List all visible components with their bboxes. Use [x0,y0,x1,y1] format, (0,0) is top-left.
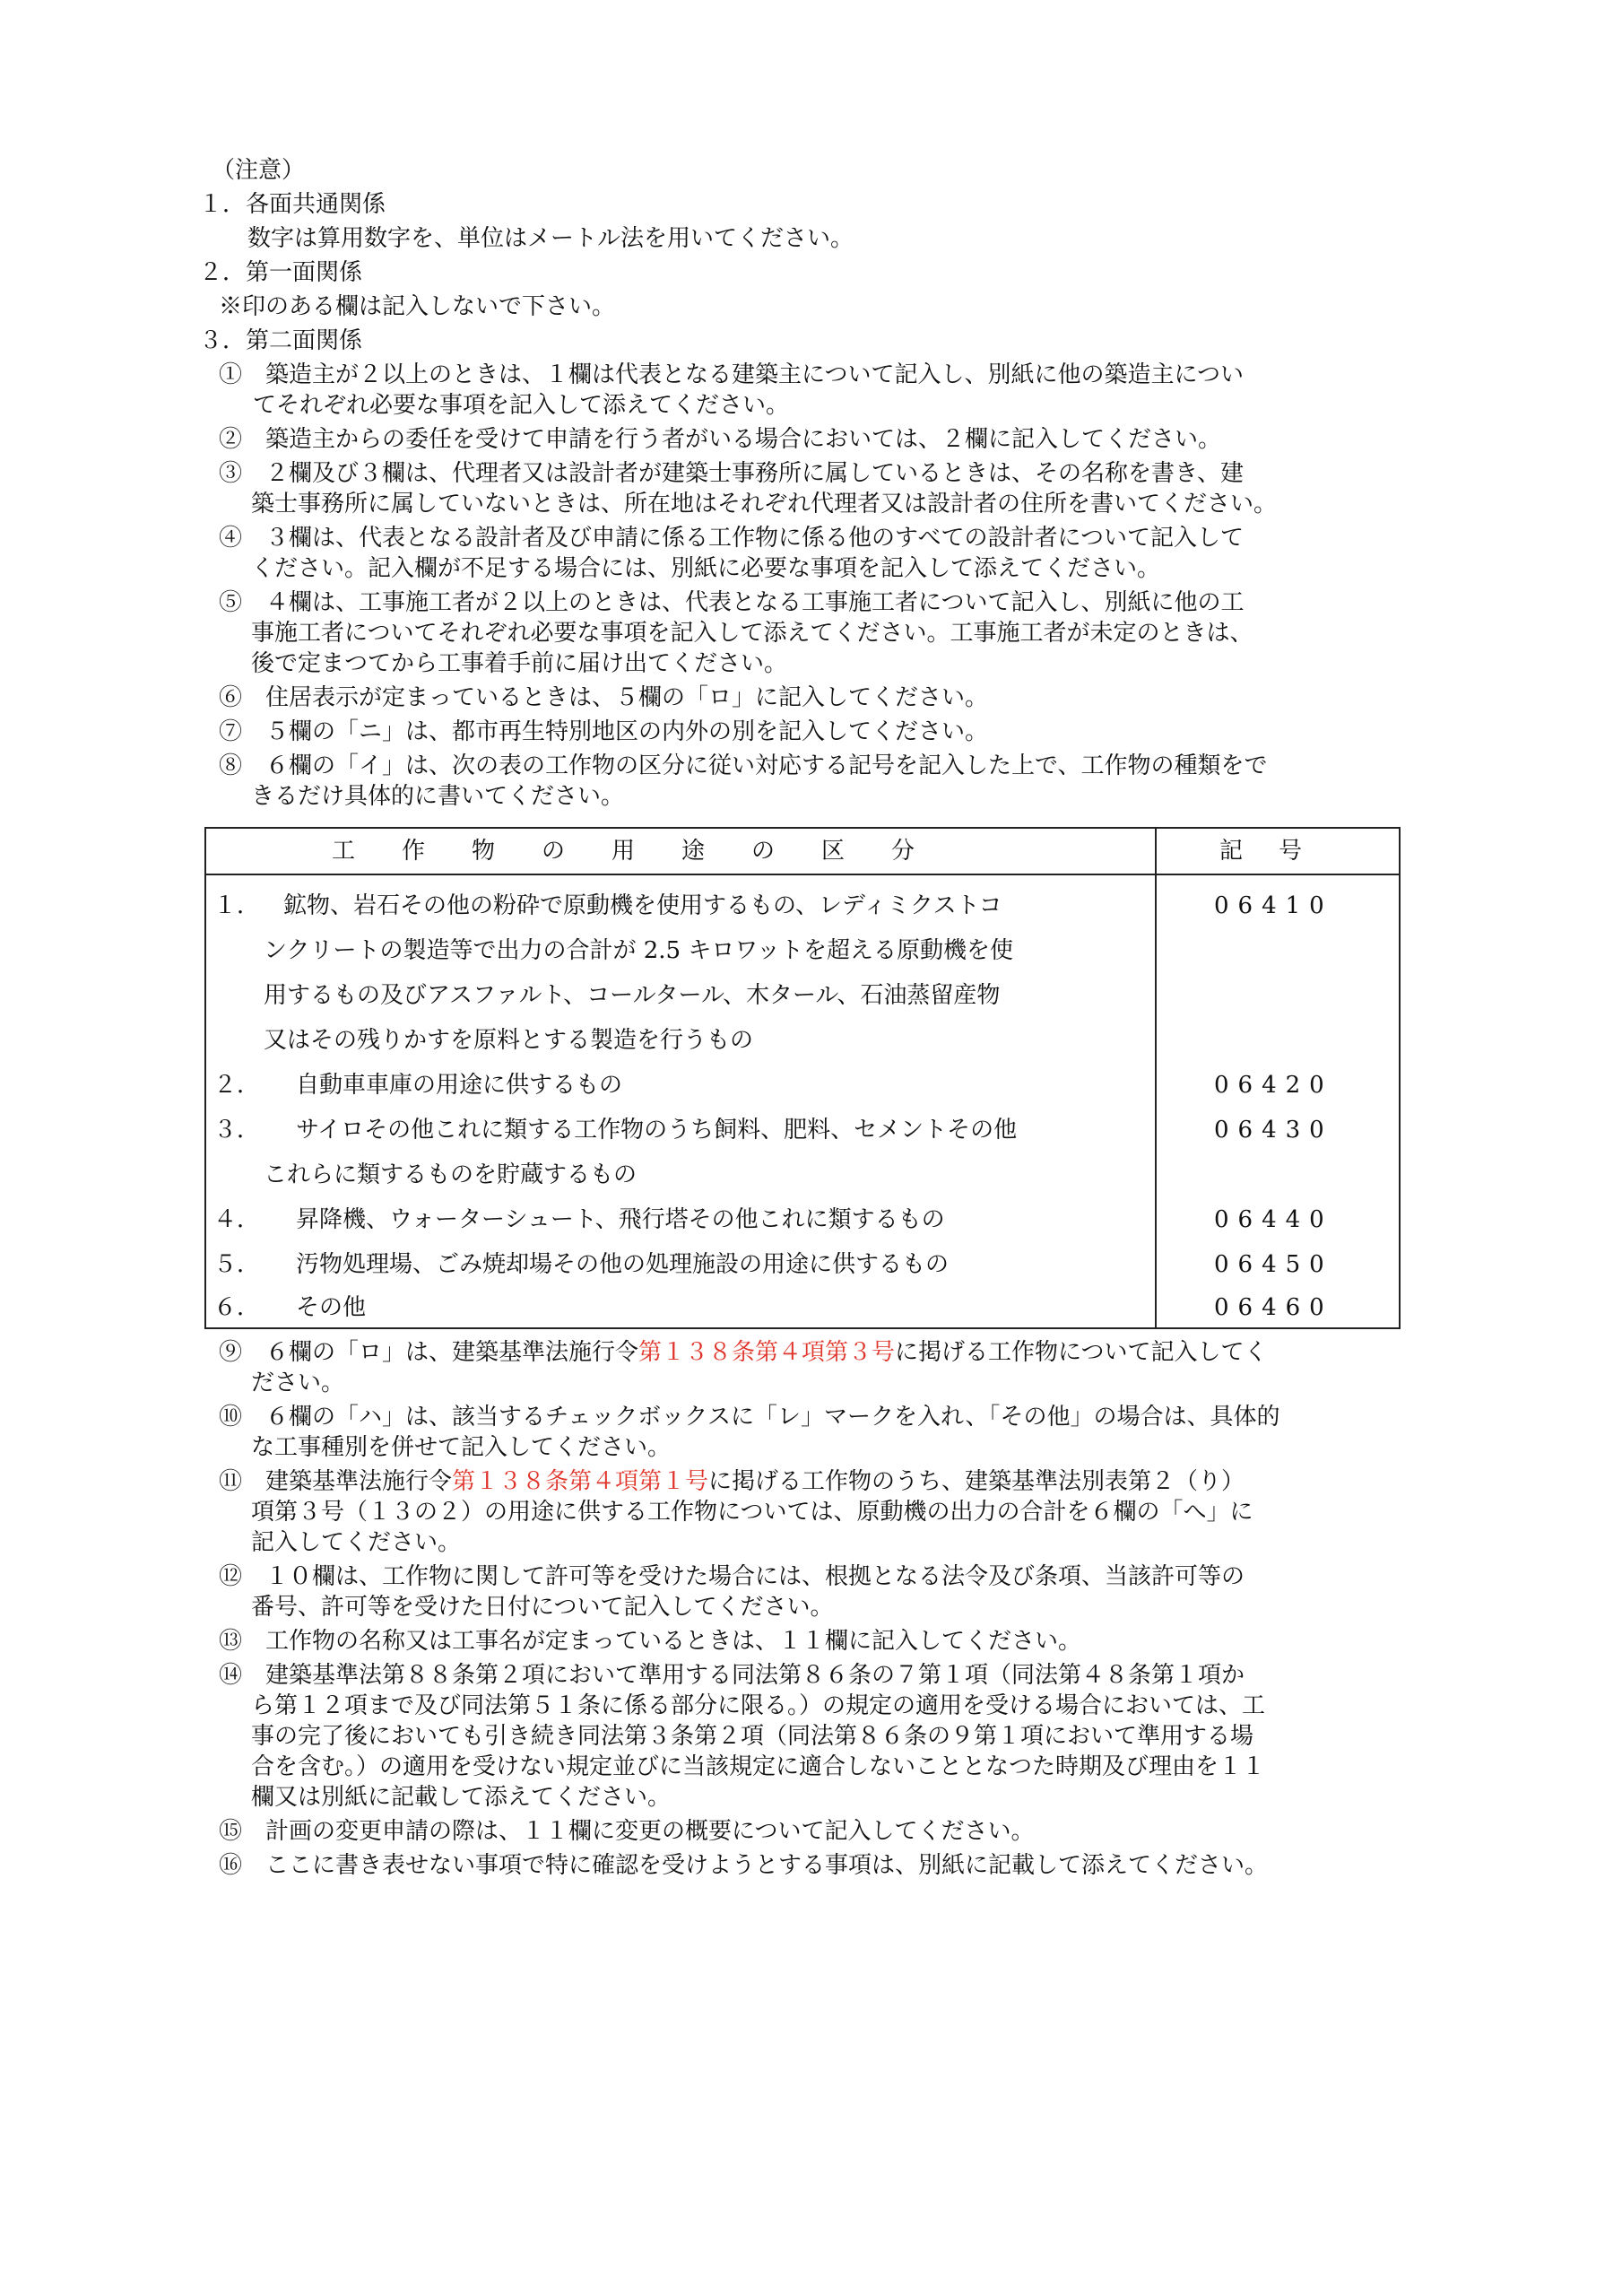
item-11-article-highlight: 第１３８条第４項第１号 [452,1468,709,1495]
item-9-text-post: に掲げる工作物について記入してく [895,1339,1268,1366]
row-3-text-2: これらに類するものを貯蔵するもの [264,1161,638,1188]
row-1-text-3: 用するもの及びアスファルト、コールタール、木タール、石油蒸留産物 [264,982,1001,1009]
row-3-number: ３． [213,1117,261,1144]
item-14-line-1: ⑭ 建築基準法第８８条第２項において準用する同法第８６条の７第１項（同法第４８条第１項か [219,1662,1245,1689]
item-6: ⑥ 住居表示が定まっているときは、５欄の「ロ」に記入してください。 [219,684,989,711]
item-5-line-1: ⑤ ４欄は、工事施工者が２以上のときは、代表となる工事施工者について記入し、別紙に他の工 [219,589,1245,616]
item-10-line-2: な工事種別を併せて記入してください。 [251,1434,672,1461]
table-header-usage: 工作物の用途の区分 [332,838,962,865]
item-11-line-3: 記入してください。 [251,1529,462,1556]
row-5-number: ５． [213,1251,261,1278]
item-1-line-2: てそれぞれ必要な事項を記入して添えてください。 [253,392,790,419]
item-11-text-pre: ⑪ 建築基準法施行令 [219,1468,453,1495]
row-6-text-1: その他 [296,1294,367,1321]
item-9-text-pre: ⑨ ６欄の「ロ」は、建築基準法施行令 [219,1339,639,1366]
item-5-line-2: 事施工者についてそれぞれ必要な事項を記入して添えてください。工事施工者が未定のときは、 [251,620,1253,647]
item-11-text-post: に掲げる工作物のうち、建築基準法別表第２（り） [708,1468,1245,1495]
row-4-number: ４． [213,1206,261,1233]
item-13: ⑬ 工作物の名称又は工事名が定まっているときは、１１欄に記入してください。 [219,1628,1082,1655]
row-1-text-2: ンクリートの製造等で出力の合計が 2.5 キロワットを超える原動機を使 [264,937,1014,964]
row-5-code: 06450 [1214,1251,1333,1278]
item-11-line-1 [219,1467,1245,1496]
item-9-article-highlight: 第１３８条第４項第３号 [638,1339,896,1366]
item-8-line-1: ⑧ ６欄の「イ」は、次の表の工作物の区分に従い対応する記号を記入した上で、工作物の種類をで [219,752,1268,779]
item-14-line-5: 欄又は別紙に記載して添えてください。 [251,1784,672,1811]
section-1-title: １．各面共通関係 [199,191,386,218]
item-10-line-1: ⑩ ６欄の「ハ」は、該当するチェックボックスに「レ」マークを入れ、「その他」の場合は、具体的 [219,1404,1280,1431]
item-15: ⑮ 計画の変更申請の際は、１１欄に変更の概要について記入してください。 [219,1818,1035,1845]
item-1-line-1: ① 築造主が２以上のときは、１欄は代表となる建築主について記入し、別紙に他の築造主につい [219,361,1244,388]
item-14-line-3: 事の完了後においても引き続き同法第３条第２項（同法第８６条の９第１項において準用する場 [251,1723,1254,1750]
item-2: ② 築造主からの委任を受けて申請を行う者がいる場合においては、２欄に記入してください。 [219,426,1222,453]
row-2-text-1: 自動車車庫の用途に供するもの [296,1072,623,1099]
row-1-text-1: 鉱物、岩石その他の粉砕で原動機を使用するもの、レディミクストコ [283,892,1002,919]
table-header-code: 記号 [1219,838,1339,865]
item-5-line-3: 後で定まつてから工事着手前に届け出てください。 [251,650,788,677]
row-3-code: 06430 [1214,1117,1333,1144]
item-3-line-1: ③ ２欄及び３欄は、代理者又は設計者が建築士事務所に属しているときは、その名称を書き、建 [219,460,1244,487]
note-heading: （注意） [212,157,306,184]
item-16: ⑯ ここに書き表せない事項で特に確認を受けようとする事項は、別紙に記載して添えてください。 [219,1852,1269,1879]
item-12-line-2: 番号、許可等を受けた日付について記入してください。 [251,1594,834,1621]
row-5-text-1: 汚物処理場、ごみ焼却場その他の処理施設の用途に供するもの [296,1251,950,1278]
row-3-text-1: サイロその他これに類する工作物のうち飼料、肥料、セメントその他 [296,1117,1018,1144]
row-6-number: ６． [213,1294,261,1321]
row-6-code: 06460 [1214,1294,1333,1321]
item-8-line-2: きるだけ具体的に書いてください。 [251,783,625,810]
item-9-line-1 [219,1338,1268,1367]
row-4-code: 06440 [1214,1206,1333,1233]
section-2-title: ２．第一面関係 [199,259,363,286]
row-4-text-1: 昇降機、ウォーターシュート、飛行塔その他これに類するもの [296,1206,945,1233]
row-2-number: ２． [213,1072,261,1099]
row-1-text-4: 又はその残りかすを原料とする製造を行うもの [264,1027,754,1054]
usage-code-table [204,827,1401,1329]
item-14-line-4: 合を含む。）の適用を受けない規定並びに当該規定に適合しないこととなつた時期及び理由を１１ [251,1753,1266,1780]
item-11-line-2: 項第３号（１３の２）の用途に供する工作物については、原動機の出力の合計を６欄の「へ」に [251,1499,1253,1526]
item-12-line-1: ⑫ １０欄は、工作物に関して許可等を受けた場合には、根拠となる法令及び条項、当該許可等の [219,1563,1245,1590]
section-2-body: ※印のある欄は記入しないで下さい。 [219,293,616,320]
row-1-code: 06410 [1214,892,1333,919]
item-7: ⑦ ５欄の「ニ」は、都市再生特別地区の内外の別を記入してください。 [219,718,989,745]
item-4-line-1: ④ ３欄は、代表となる設計者及び申請に係る工作物に係る他のすべての設計者について記入して [219,525,1244,552]
item-14-line-2: ら第１２項まで及び同法第５１条に係る部分に限る。）の規定の適用を受ける場合においては、工 [251,1692,1266,1719]
item-9-line-2: ださい。 [251,1370,345,1396]
section-3-title: ３．第二面関係 [199,327,363,354]
row-2-code: 06420 [1214,1072,1333,1099]
row-1-number: １． [213,892,261,919]
section-1-body: 数字は算用数字を、単位はメートル法を用いてください。 [247,225,854,252]
item-3-line-2: 築士事務所に属していないときは、所在地はそれぞれ代理者又は設計者の住所を書いてください。 [251,491,1278,517]
item-4-line-2: ください。記入欄が不足する場合には、別紙に必要な事項を記入して添えてください。 [251,555,1161,582]
